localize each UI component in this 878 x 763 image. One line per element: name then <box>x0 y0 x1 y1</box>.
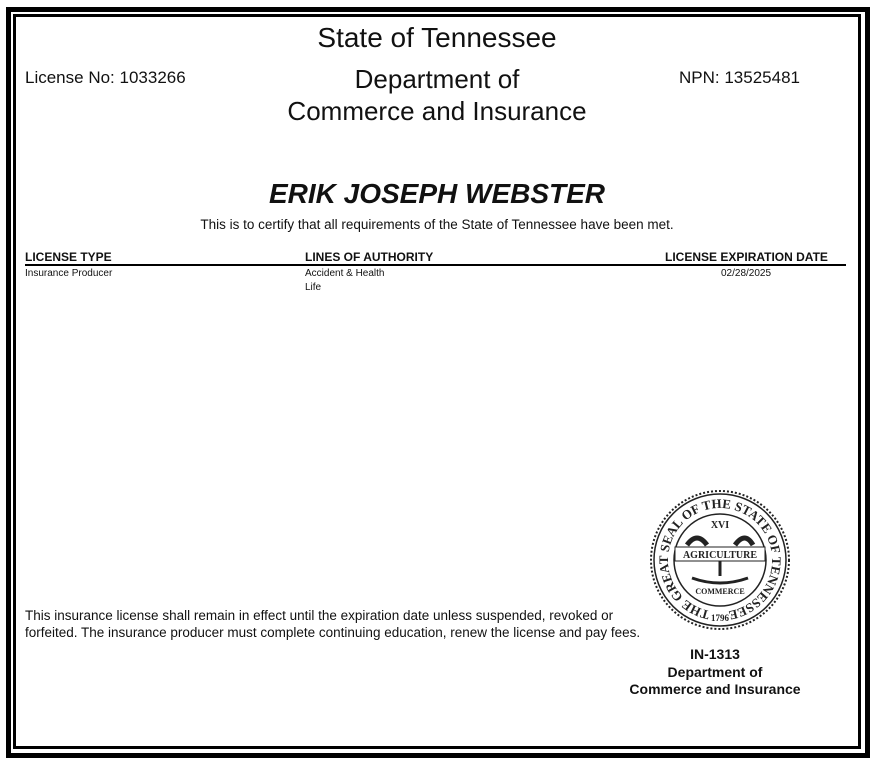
licensee-name: ERIK JOSEPH WEBSTER <box>268 178 606 209</box>
authority-line: Accident & Health <box>305 268 385 279</box>
license-number: License No: 1033266 <box>25 68 186 87</box>
authority-line: Life <box>305 282 322 293</box>
seal-numeral: XVI <box>710 520 730 531</box>
issuer-block <box>600 646 830 699</box>
department-line1: Department of <box>354 64 520 94</box>
expiration-date-value: 02/28/2025 <box>721 268 772 279</box>
license-type-value: Insurance Producer <box>25 268 113 279</box>
seal-ring-text: THE GREAT SEAL OF THE STATE OF TENNESSEE <box>656 495 785 624</box>
issuer-line2: Commerce and Insurance <box>629 681 801 697</box>
department-line2: Commerce and Insurance <box>287 96 587 126</box>
seal-agriculture: AGRICULTURE <box>682 550 758 561</box>
form-number: IN-1313 <box>690 646 740 662</box>
tennessee-state-seal <box>647 490 793 630</box>
seal-year: 1796 <box>711 613 729 623</box>
issuer-line1: Department of <box>667 663 763 680</box>
state-title: State of Tennessee <box>317 22 557 53</box>
column-lines-of-authority: LINES OF AUTHORITY <box>305 250 434 264</box>
license-notice: This insurance license shall remain in effect until the expiration date unless suspended, revoked or forfeited. The insurance producer must complete continuing education, renew the license and pay fees. <box>25 608 641 640</box>
column-expiration-date: LICENSE EXPIRATION DATE <box>665 250 828 264</box>
npn-number: NPN: 13525481 <box>679 68 800 87</box>
column-license-type: LICENSE TYPE <box>25 250 112 264</box>
seal-commerce: COMMERCE <box>695 587 745 596</box>
certification-text: This is to certify that all requirements of the State of Tennessee have been met. <box>200 217 674 232</box>
header-rule <box>25 264 846 266</box>
